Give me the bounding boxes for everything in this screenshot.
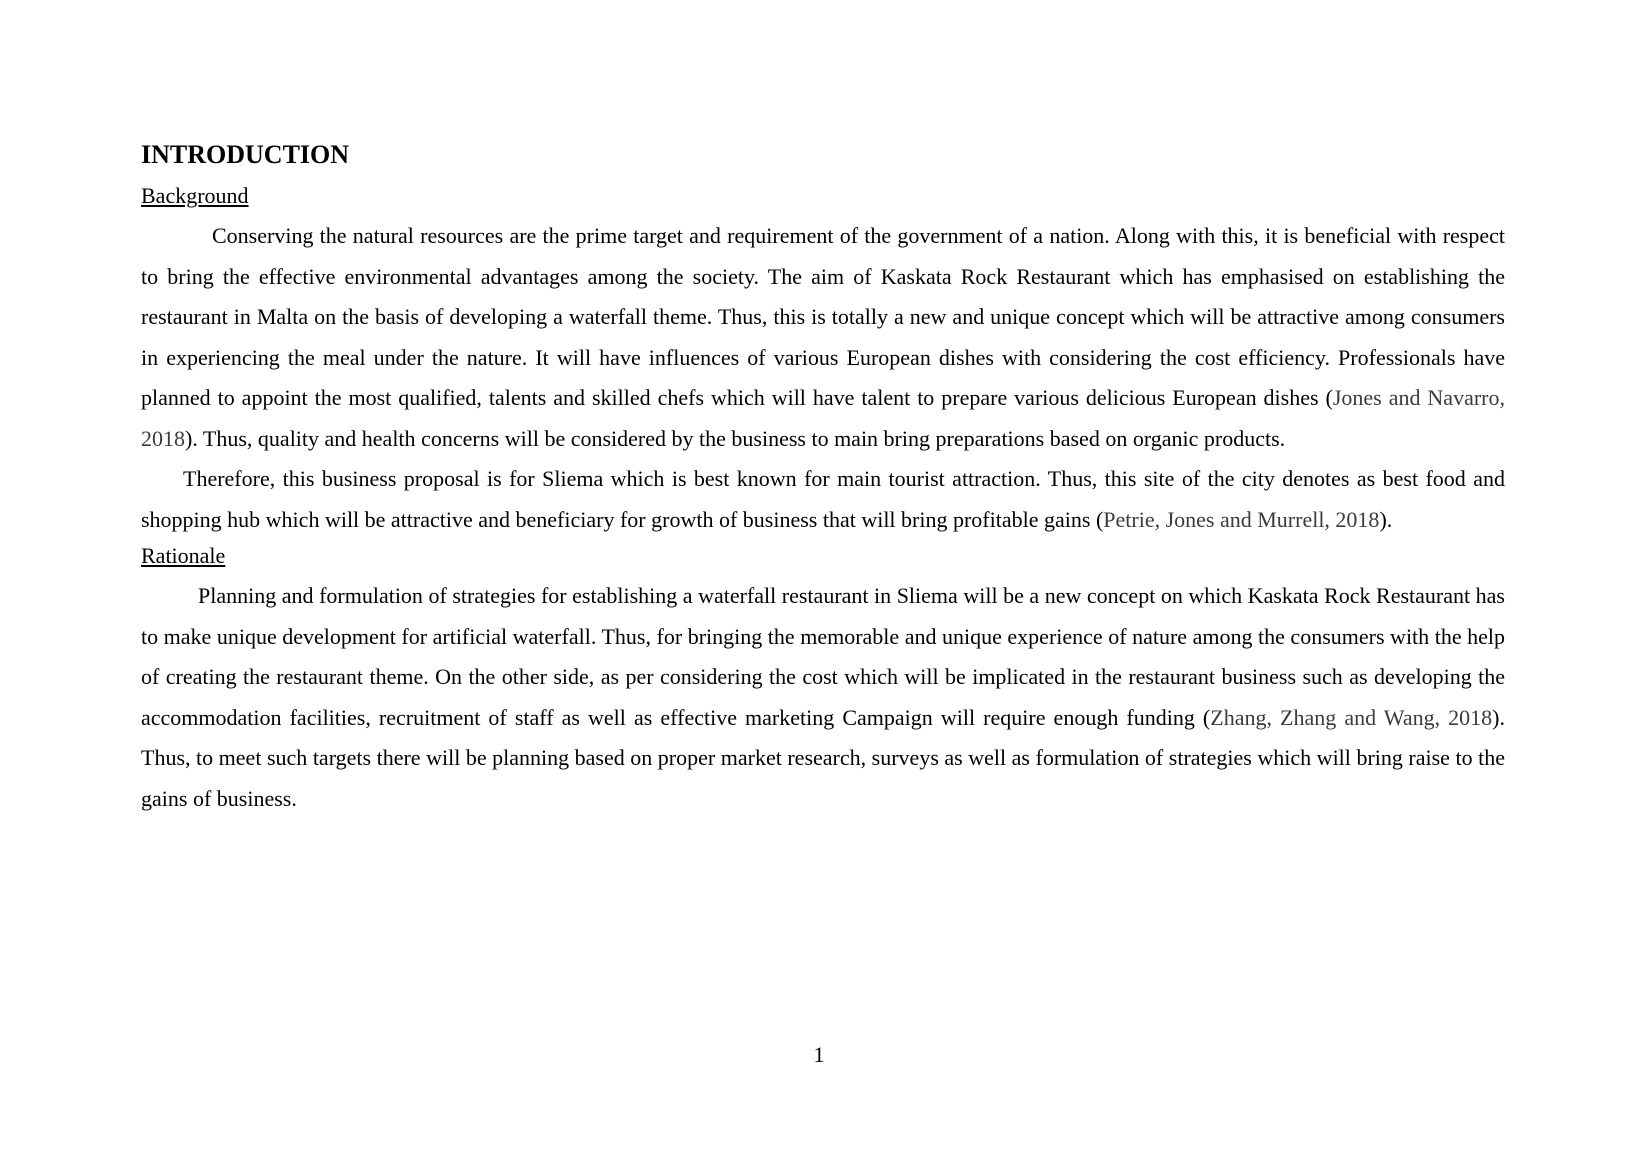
- paragraph-text: ). Thus, quality and health concerns will be considered by the business to main bring preparations based on organic products.: [185, 425, 1286, 451]
- paragraph-text: ).: [1379, 506, 1393, 532]
- page-number: 1: [813, 1042, 825, 1067]
- page-title: INTRODUCTION: [141, 140, 350, 169]
- background-paragraph-2: [141, 459, 1505, 540]
- section-heading-rationale: Rationale: [141, 543, 226, 568]
- paragraph-text: Therefore, this business proposal is for Sliema which is best known for main tourist attraction. Thus, this site of the city denotes as best food and shopping hub which will be attractive and beneficiary for growth of business that will bring profitable gains (: [141, 466, 1505, 532]
- background-paragraph-1: [141, 216, 1505, 459]
- citation: Zhang, Zhang and Wang, 2018: [1210, 704, 1493, 730]
- section-heading-background: Background: [141, 183, 249, 208]
- document-page: [141, 138, 1505, 819]
- paragraph-text: Conserving the natural resources are the prime target and requirement of the government of a nation. Along with this, it is beneficial with respect to bring the effective environmental advantages among the society. The aim of Kaskata Rock Restaurant which has emphasised on establishing the restaurant in Malta on the basis of developing a waterfall theme. Thus, this is totally a new and unique concept which will be attractive among consumers in experiencing the meal under the nature. It will have influences of various European dishes with considering the cost efficiency. Professionals have planned to appoint the most qualified, talents and skilled chefs which will have talent to prepare various delicious European dishes (: [141, 223, 1505, 410]
- citation: Petrie, Jones and Murrell, 2018: [1103, 506, 1380, 532]
- citation: Jones and Navarro, 2018: [141, 385, 1505, 451]
- paragraph-text: Planning and formulation of strategies for establishing a waterfall restaurant in Sliema will be a new concept on which Kaskata Rock Restaurant has to make unique development for artificial waterfall. Thus, for bringing the memorable and unique experience of nature among the consumers with the help of creating the restaurant theme. On the other side, as per considering the cost which will be implicated in the restaurant business such as developing the accommodation facilities, recruitment of staff as well as effective marketing Campaign will require enough funding (: [141, 583, 1505, 730]
- rationale-paragraph-1: [141, 576, 1505, 819]
- paragraph-text: ). Thus, to meet such targets there will be planning based on proper market research, surveys as well as formulation of strategies which will bring raise to the gains of business.: [141, 704, 1505, 811]
